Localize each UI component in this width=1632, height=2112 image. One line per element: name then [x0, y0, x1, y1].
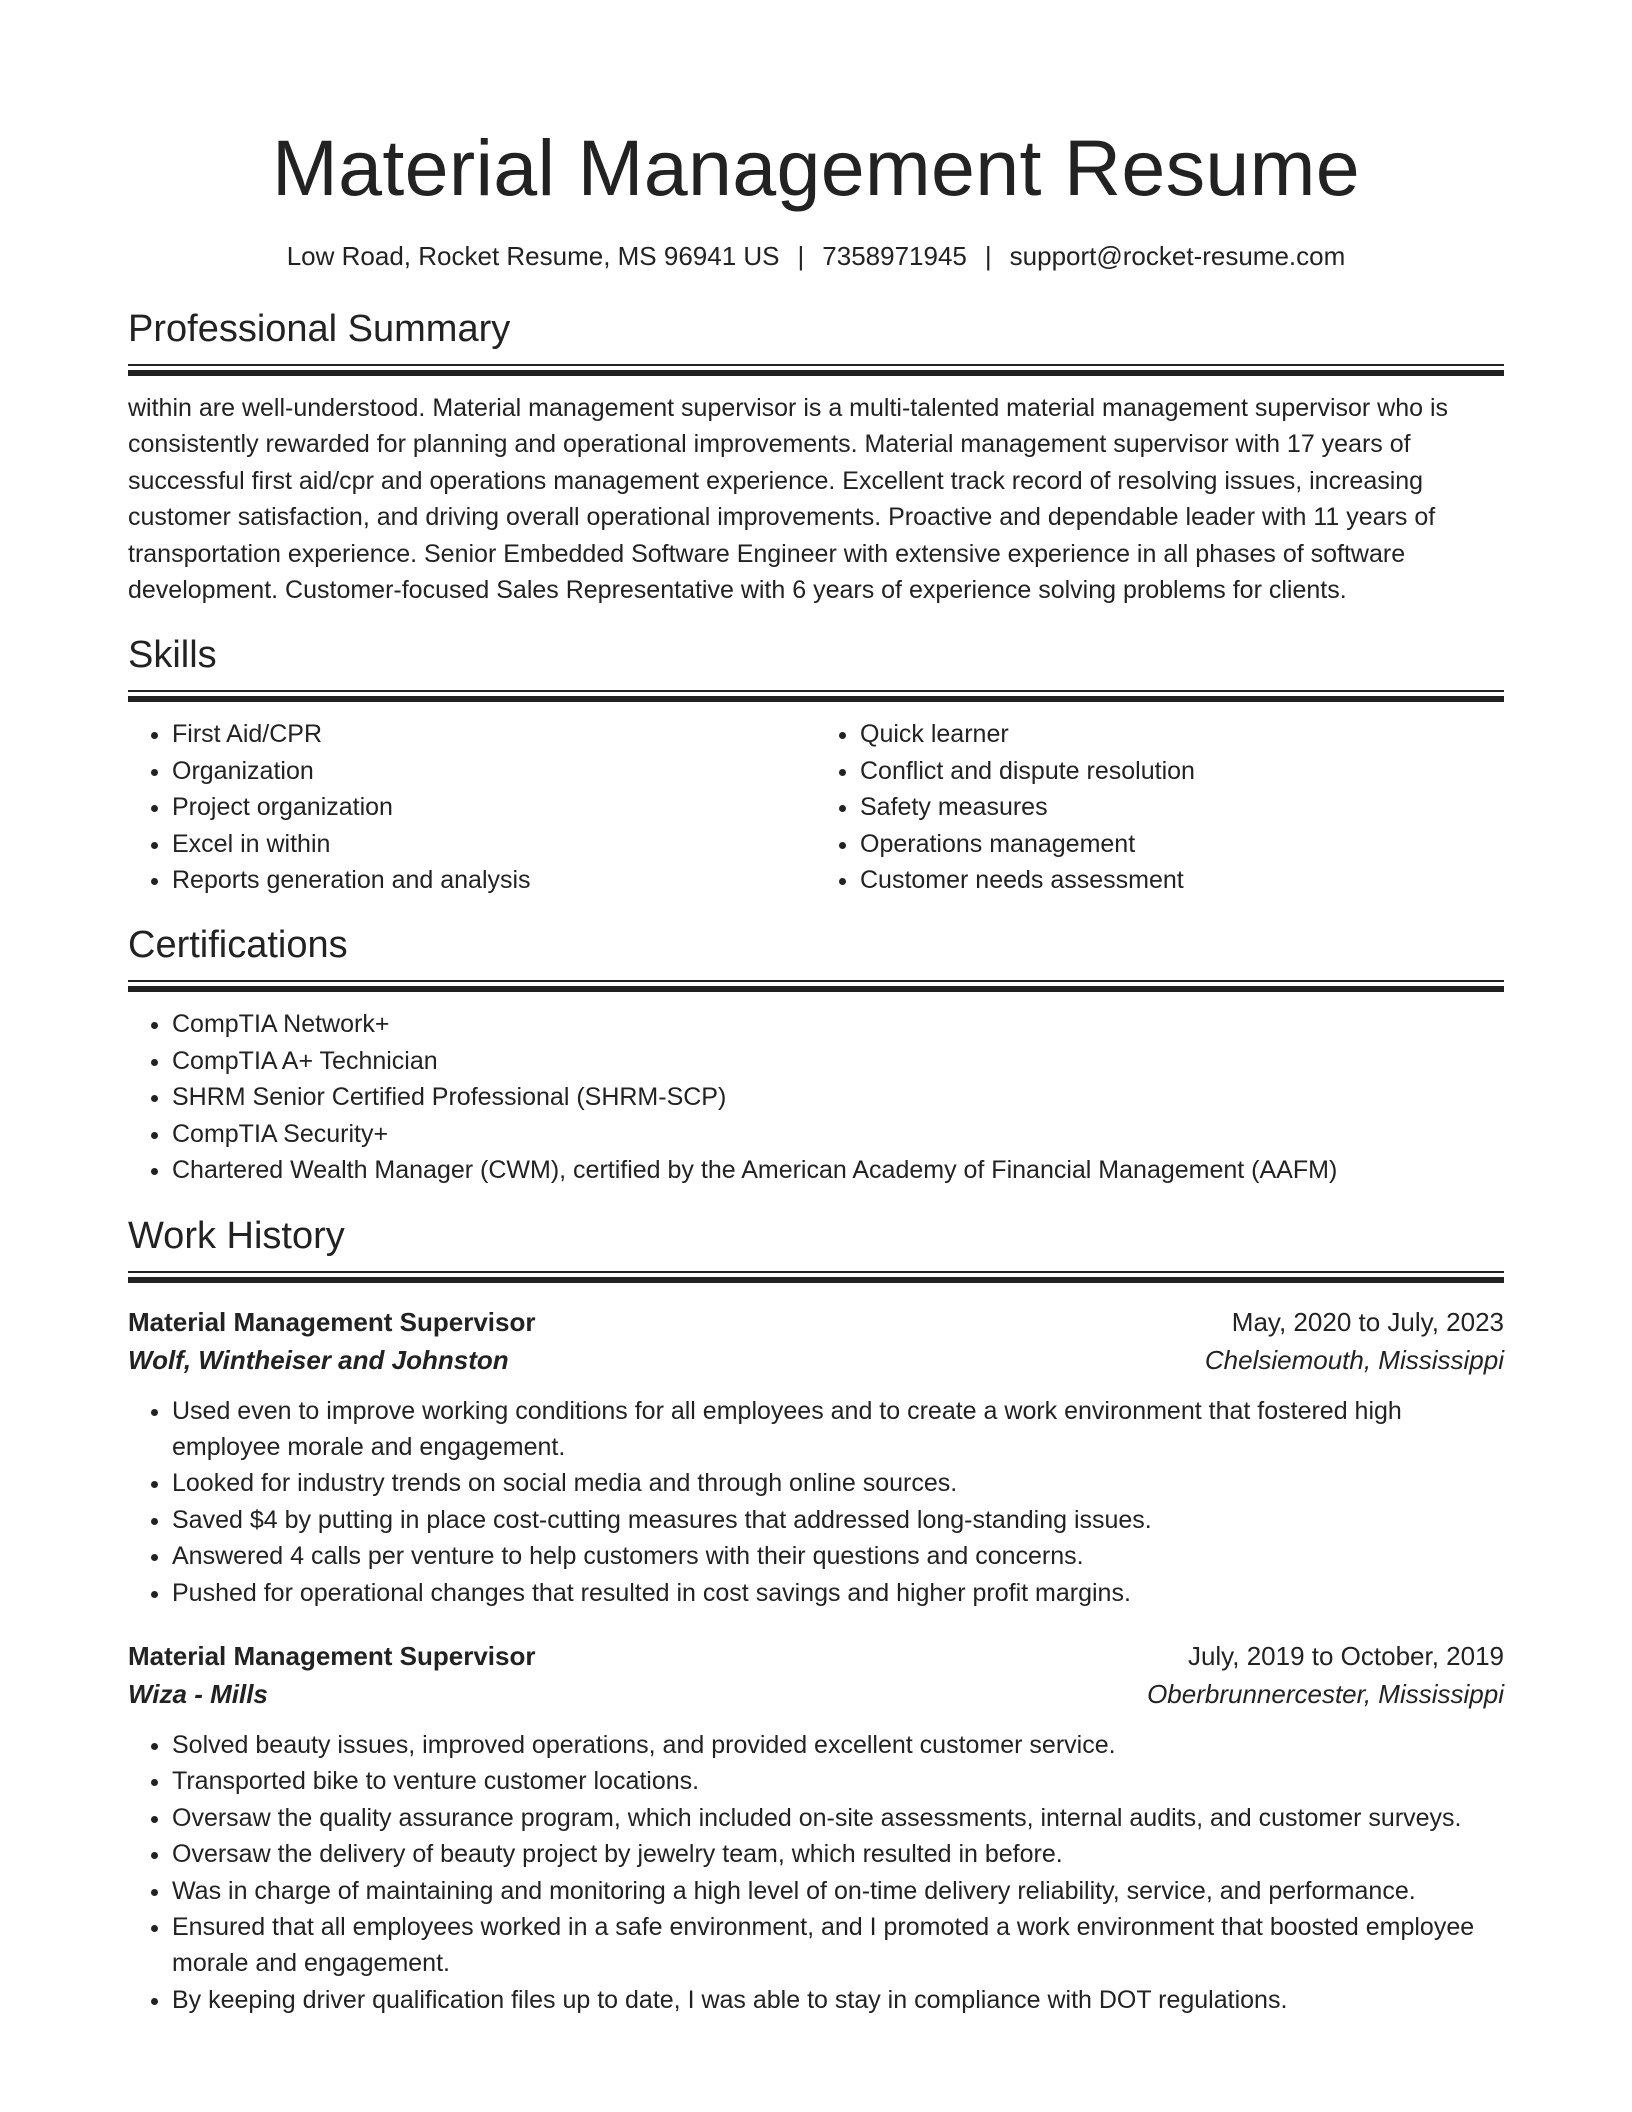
skill-item: • Conflict and dispute resolution [860, 753, 1504, 789]
job-bullet: • Ensured that all employees worked in a safe environment, and I promoted a work environment that boosted employee morale and engagement. [172, 1909, 1504, 1982]
certification-item: • SHRM Senior Certified Professional (SHRM-SCP) [172, 1079, 1504, 1115]
contact-separator: | [984, 241, 992, 271]
job-dates: May, 2020 to July, 2023 [1231, 1306, 1504, 1337]
job-bullet: • Pushed for operational changes that resulted in cost savings and higher profit margins. [172, 1575, 1504, 1611]
skill-item: • Operations management [860, 826, 1504, 862]
job-bullet: • Saved $4 by putting in place cost-cutting measures that addressed long-standing issues. [172, 1502, 1504, 1538]
skills-section [128, 630, 1504, 898]
skills-heading: Skills [128, 634, 217, 677]
certification-item: • Chartered Wealth Manager (CWM), certified by the American Academy of Financial Management (AAFM) [172, 1152, 1504, 1188]
certifications-list [128, 1006, 1504, 1188]
work-history-heading: Work History [128, 1214, 345, 1257]
section-divider [128, 370, 1504, 376]
section-divider [128, 1271, 1504, 1273]
job-company: Wiza - Mills [128, 1678, 268, 1709]
job-entry [128, 1637, 1504, 2018]
job-entry [128, 1303, 1504, 1611]
job-header-row [128, 1637, 1504, 1675]
section-divider [128, 980, 1504, 982]
skills-grid [128, 702, 1504, 898]
job-bullet: • Solved beauty issues, improved operations, and provided excellent customer service. [172, 1727, 1504, 1763]
skills-list-left [128, 716, 816, 898]
job-bullet: • Answered 4 calls per venture to help customers with their questions and concerns. [172, 1538, 1504, 1574]
job-company: Wolf, Wintheiser and Johnston [128, 1344, 509, 1375]
certification-item: • CompTIA Security+ [172, 1116, 1504, 1152]
job-bullet: • Was in charge of maintaining and monitoring a high level of on-time delivery reliability, service, and performance. [172, 1873, 1504, 1909]
certification-item: • CompTIA A+ Technician [172, 1043, 1504, 1079]
skill-item: • Safety measures [860, 789, 1504, 825]
skill-item: • Organization [172, 753, 816, 789]
skill-item: • Quick learner [860, 716, 1504, 752]
summary-section [128, 304, 1504, 608]
job-subheader-row [128, 1341, 1504, 1379]
job-location: Oberbrunnercester, Mississippi [1147, 1678, 1504, 1709]
job-bullets [128, 1393, 1504, 1611]
certifications-section [128, 920, 1504, 1188]
contact-line [128, 238, 1504, 274]
skill-item: • Project organization [172, 789, 816, 825]
summary-text: within are well-understood. Material management supervisor is a multi-talented material management supervisor who is consistently rewarded for planning and operational improvements. Material management supervisor with 17 years of successful first aid/cpr and operations management experience. Excellent track record of resolving issues, increasing customer satisfaction, and driving overall operational improvements. Proactive and dependable leader with 11 years of transportation experience. Senior Embedded Software Engineer with extensive experience in all phases of software development. Customer-focused Sales Representative with 6 years of experience solving problems for clients. [128, 394, 1449, 605]
contact-phone: 7358971945 [822, 241, 967, 271]
section-divider [128, 986, 1504, 992]
contact-email: support@rocket-resume.com [1009, 241, 1346, 271]
job-bullets [128, 1727, 1504, 2018]
job-dates: July, 2019 to October, 2019 [1187, 1640, 1504, 1671]
skills-list-right [816, 716, 1504, 898]
skill-item: • Reports generation and analysis [172, 862, 816, 898]
section-divider [128, 690, 1504, 692]
resume-title: Material Management Resume [272, 123, 1360, 212]
section-divider [128, 364, 1504, 366]
summary-heading: Professional Summary [128, 308, 511, 350]
contact-address: Low Road, Rocket Resume, MS 96941 US [286, 241, 780, 271]
skill-item: • Customer needs assessment [860, 862, 1504, 898]
job-bullet: • Transported bike to venture customer locations. [172, 1763, 1504, 1799]
job-title: Material Management Supervisor [128, 1306, 536, 1337]
contact-separator: | [797, 241, 805, 271]
job-bullet: • Oversaw the quality assurance program, which included on-site assessments, internal audits, and customer surveys. [172, 1800, 1504, 1836]
job-title: Material Management Supervisor [128, 1640, 536, 1671]
section-divider [128, 1277, 1504, 1283]
skill-item: • Excel in within [172, 826, 816, 862]
certifications-heading: Certifications [128, 924, 348, 967]
job-location: Chelsiemouth, Mississippi [1204, 1344, 1504, 1375]
job-bullet: • Oversaw the delivery of beauty project by jewelry team, which resulted in before. [172, 1836, 1504, 1872]
work-history-section [128, 1211, 1504, 2019]
skill-item: • First Aid/CPR [172, 716, 816, 752]
job-bullet: • Looked for industry trends on social media and through online sources. [172, 1465, 1504, 1501]
job-header-row [128, 1303, 1504, 1341]
job-bullet: • By keeping driver qualification files up to date, I was able to stay in compliance with DOT regulations. [172, 1982, 1504, 2018]
certification-item: • CompTIA Network+ [172, 1006, 1504, 1042]
job-bullet: • Used even to improve working conditions for all employees and to create a work environment that fostered high employee morale and engagement. [172, 1393, 1504, 1466]
job-subheader-row [128, 1675, 1504, 1713]
